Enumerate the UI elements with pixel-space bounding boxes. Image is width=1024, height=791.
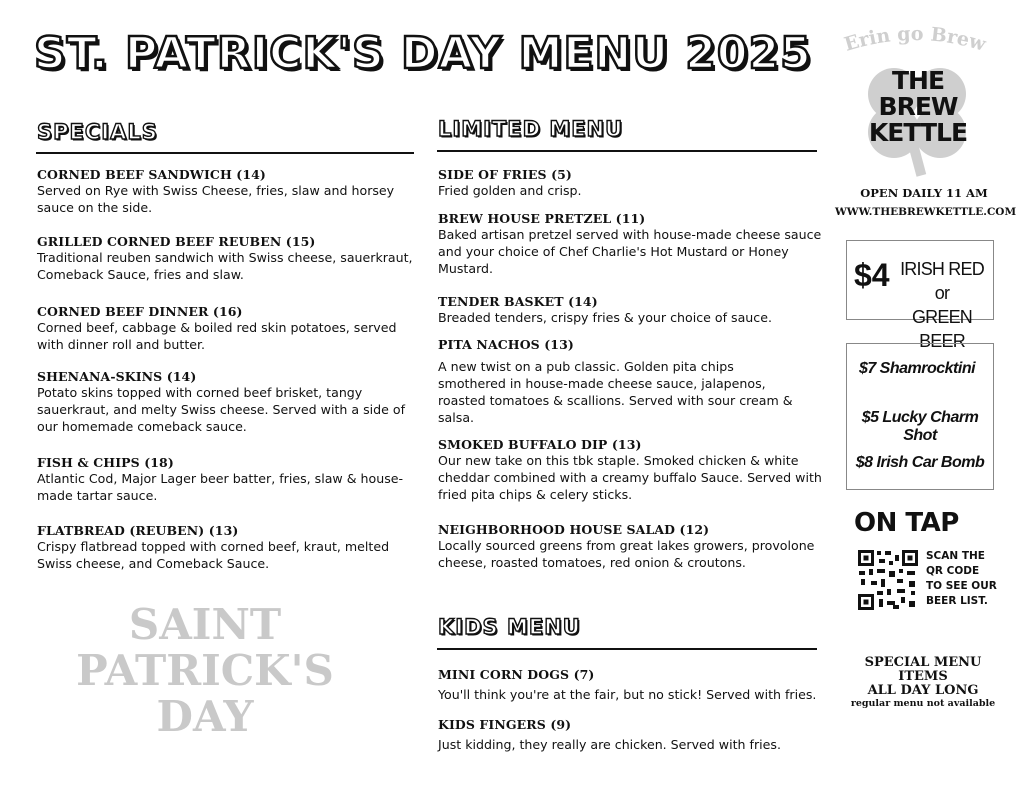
item-description: Potato skins topped with corned beef brisket, tangy sauerkraut, and melty Swiss cheese. Served with a side of our homemade comeback sauce. (37, 385, 406, 434)
specials-item (37, 523, 417, 572)
qr-line: QR CODE (926, 565, 980, 577)
drink-special: $5 Lucky Charm Shot (861, 409, 979, 444)
drink-special: $8 Irish Car Bomb (855, 454, 985, 471)
item-title: TENDER BASKET (14) (438, 294, 598, 309)
specials-item (37, 234, 417, 283)
website-text: WWW.THEBREWKETTLE.COM (835, 206, 1017, 218)
limited-item (438, 522, 823, 571)
item-title: NEIGHBORHOOD HOUSE SALAD (12) (438, 522, 710, 537)
item-title: SHENANA-SKINS (14) (37, 369, 197, 384)
special-line: SPECIAL MENU (864, 655, 982, 670)
item-title: SIDE OF FRIES (5) (438, 167, 572, 182)
item-title: PITA NACHOS (13) (438, 337, 574, 352)
item-title: GRILLED CORNED BEEF REUBEN (15) (37, 234, 316, 249)
logo-line: BREW (878, 92, 958, 121)
special-menu-note (842, 656, 1004, 710)
limited-menu-heading: LIMITED MENU (438, 117, 624, 141)
item-description: A new twist on a pub classic. Golden pita chips smothered in house-made cheese sauce, jalapenos, roasted tomatoes & scallions. Served with sour cream & salsa. (438, 359, 793, 425)
hours-text: OPEN DAILY 11 AM (860, 186, 988, 200)
item-description: Corned beef, cabbage & boiled red skin potatoes, served with dinner roll and butter. (37, 320, 397, 352)
item-description: Locally sourced greens from great lakes growers, provolone cheese, roasted tomatoes, red onion & croutons. (438, 538, 815, 570)
item-description: Crispy flatbread topped with corned beef, kraut, melted Swiss cheese, and Comeback Sauce. (37, 539, 390, 571)
beer-description (893, 257, 991, 353)
on-tap-heading: ON TAP (854, 508, 959, 538)
special-line: ALL DAY LONG (867, 683, 979, 698)
specials-divider (36, 152, 414, 154)
item-description: Traditional reuben sandwich with Swiss cheese, sauerkraut, Comeback Sauce, fries and slaw. (37, 250, 413, 282)
item-description: Atlantic Cod, Major Lager beer batter, fries, slaw & house-made tartar sauce. (37, 471, 404, 503)
brew-kettle-logo (868, 68, 968, 146)
item-title: SMOKED BUFFALO DIP (13) (438, 437, 642, 452)
limited-item (438, 337, 823, 426)
item-description: Just kidding, they really are chicken. Served with fries. (438, 737, 781, 752)
item-description: You'll think you're at the fair, but no stick! Served with fries. (438, 687, 817, 702)
kids-item (438, 717, 838, 753)
item-title: KIDS FINGERS (9) (438, 717, 572, 732)
item-description: Fried golden and crisp. (438, 183, 582, 198)
special-line: ITEMS (898, 669, 948, 684)
item-title: FLATBREAD (REUBEN) (13) (37, 523, 239, 538)
specials-item (37, 455, 417, 504)
kids-divider (437, 648, 817, 650)
item-title: FISH & CHIPS (18) (37, 455, 174, 470)
logo-line: THE (891, 66, 945, 95)
specials-heading: SPECIALS (37, 120, 158, 144)
limited-divider (437, 150, 817, 152)
watermark-line: DAY (156, 692, 254, 741)
specials-item (37, 167, 417, 216)
kids-item (438, 667, 838, 703)
qr-line: BEER LIST. (926, 595, 988, 607)
drink-special: $7 Shamrocktini (858, 360, 976, 377)
qr-code-icon[interactable] (857, 549, 919, 611)
qr-line: TO SEE OUR (926, 580, 997, 592)
limited-item (438, 167, 823, 199)
item-description: Served on Rye with Swiss Cheese, fries, slaw and horsey sauce on the side. (37, 183, 395, 215)
beer-line: IRISH RED or (900, 259, 984, 303)
beer-price: $4 (854, 257, 890, 293)
item-description: Baked artisan pretzel served with house-made cheese sauce and your choice of Chef Charlie's Hot Mustard or Honey Mustard. (438, 227, 822, 276)
saint-patricks-day-watermark (50, 602, 360, 740)
drink-specials-box (846, 343, 994, 490)
tagline-text: Erin go Brew (841, 26, 989, 56)
limited-item (438, 437, 823, 503)
limited-item (438, 211, 823, 277)
item-title: CORNED BEEF DINNER (16) (37, 304, 243, 319)
qr-line: SCAN THE (926, 550, 985, 562)
item-description: Our new take on this tbk staple. Smoked chicken & white cheddar combined with a creamy buffalo Sauce. Served with fried pita chips & celery sticks. (438, 453, 822, 502)
item-description: Breaded tenders, crispy fries & your choice of sauce. (438, 310, 772, 325)
limited-item (438, 294, 823, 326)
watermark-line: SAINT (128, 600, 282, 649)
watermark-line: PATRICK'S (76, 646, 334, 695)
menu-title: ST. PATRICK'S DAY MENU 2025 (34, 28, 812, 79)
kids-menu-heading: KIDS MENU (438, 615, 581, 639)
item-title: MINI CORN DOGS (7) (438, 667, 595, 682)
logo-line: KETTLE (868, 118, 968, 147)
beer-line: GREEN BEER (911, 307, 972, 351)
specials-item (37, 304, 417, 353)
qr-instructions (926, 549, 997, 609)
specials-item (37, 369, 417, 435)
item-title: CORNED BEEF SANDWICH (14) (37, 167, 266, 182)
item-title: BREW HOUSE PRETZEL (11) (438, 211, 646, 226)
beer-special-box (846, 240, 994, 351)
regular-menu-note: regular menu not available (850, 698, 996, 709)
